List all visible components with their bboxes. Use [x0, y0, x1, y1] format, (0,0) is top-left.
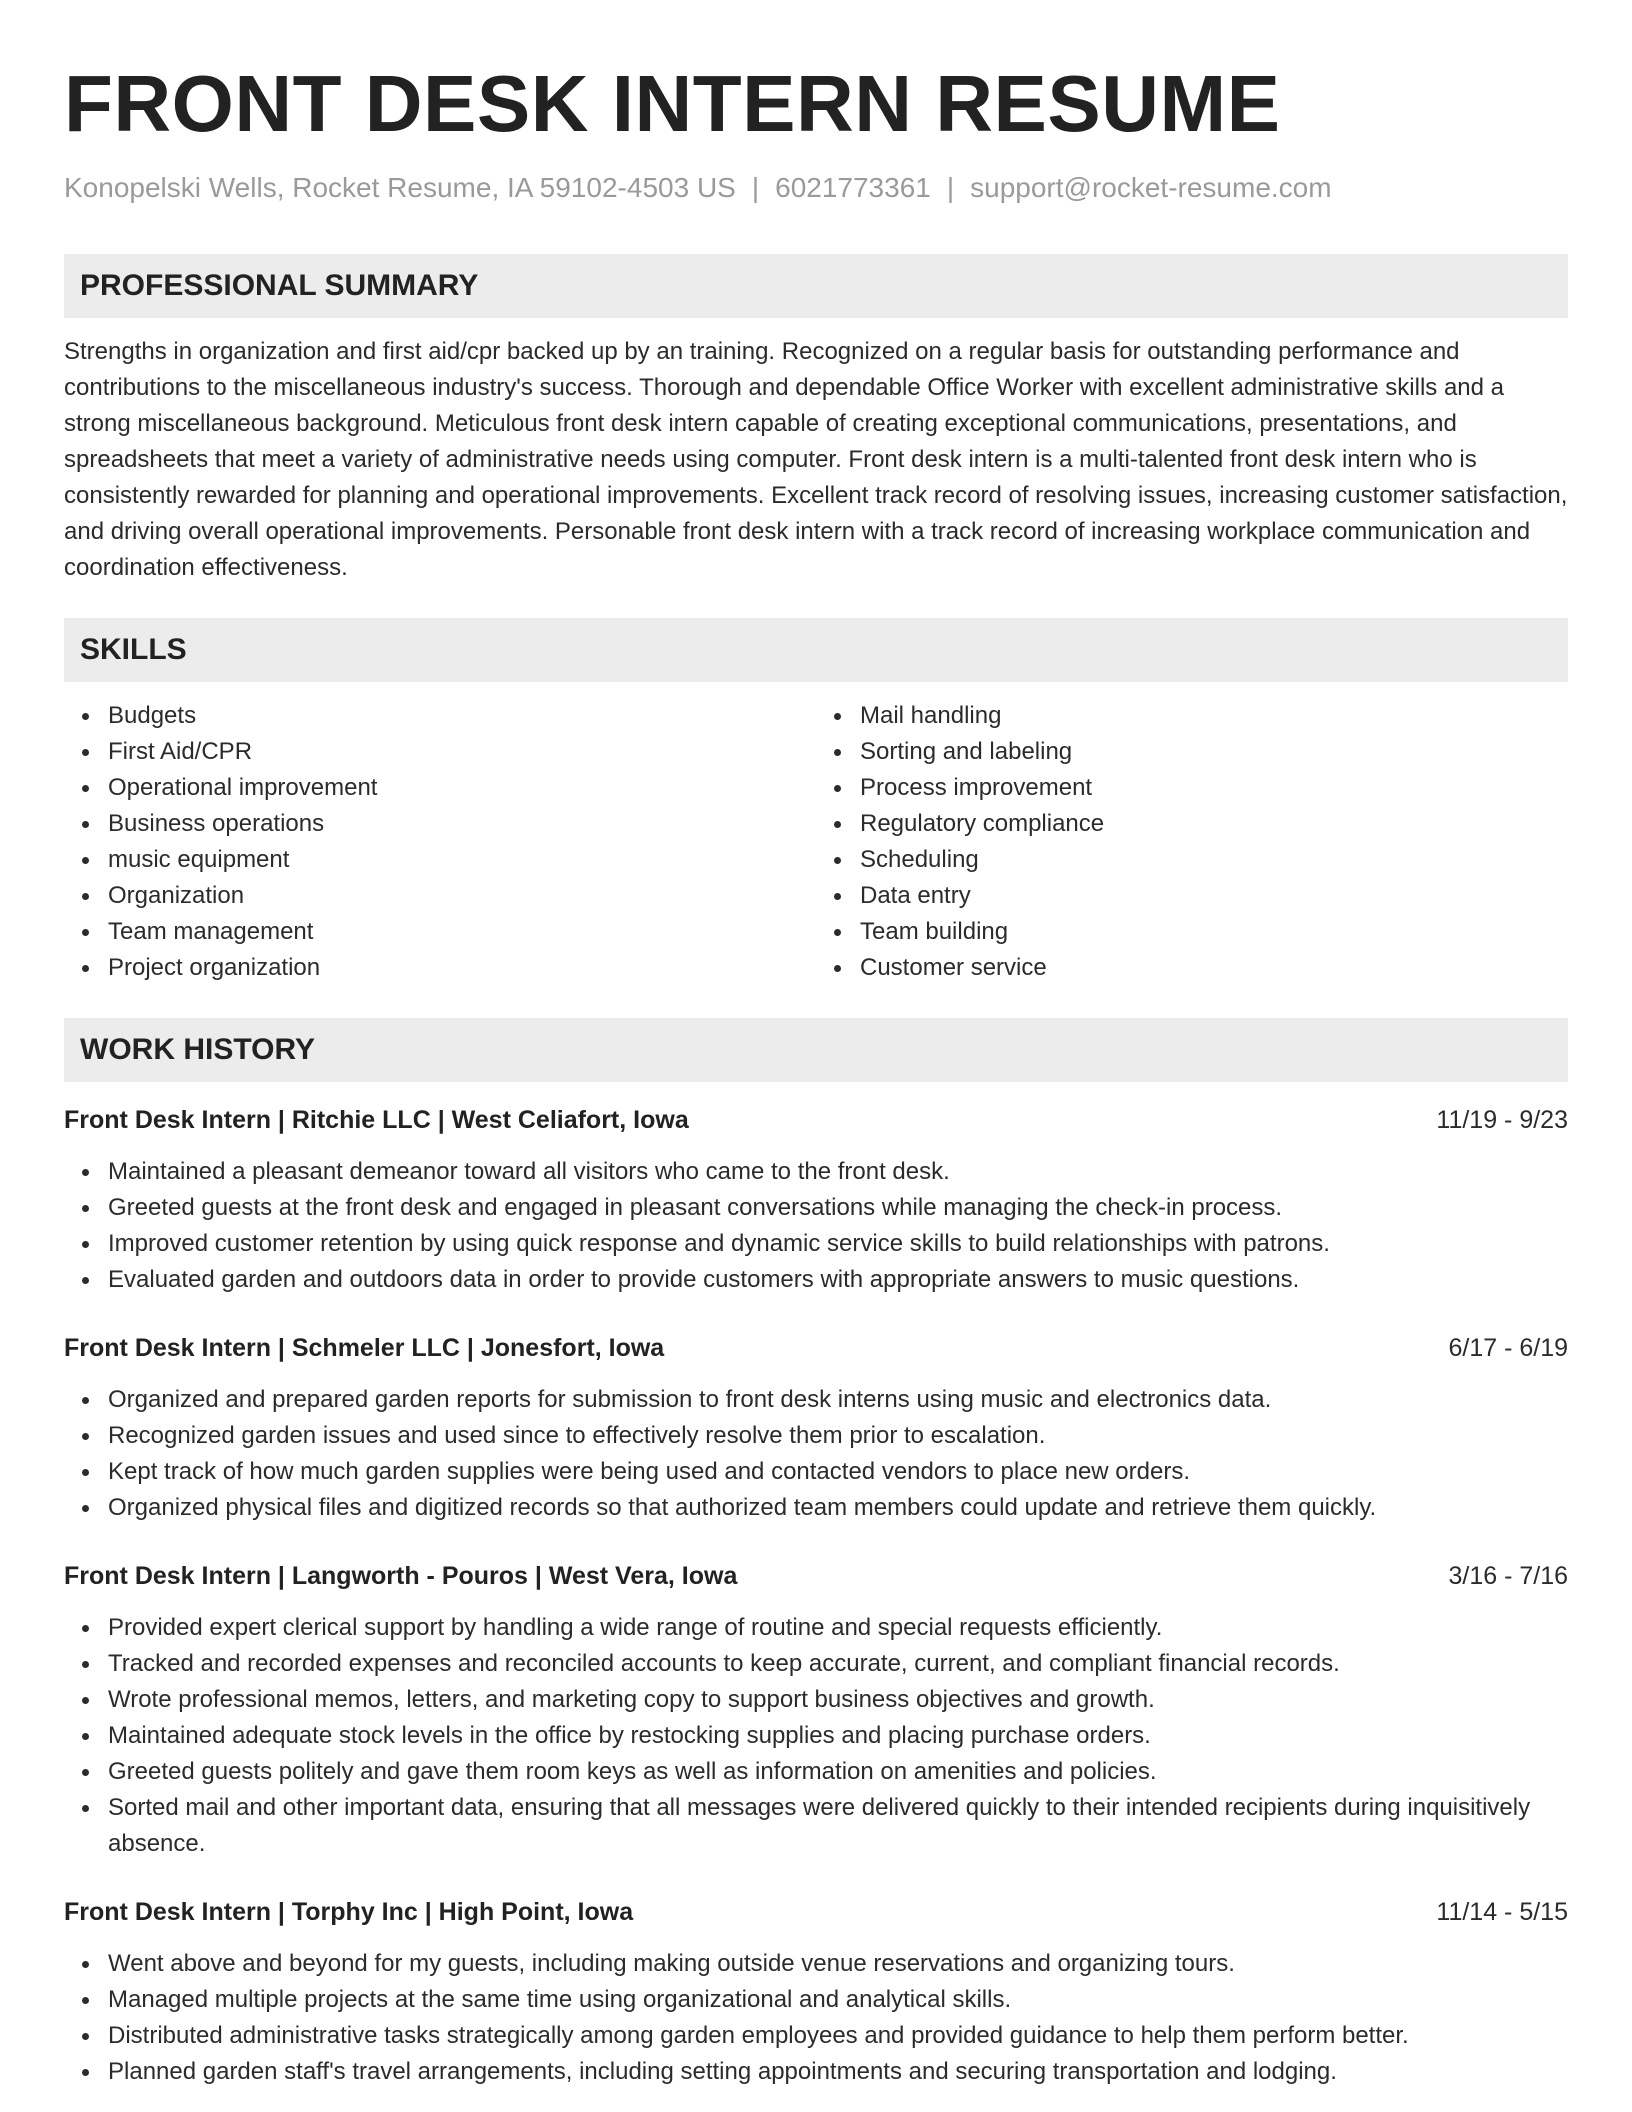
- job-bullet: Evaluated garden and outdoors data in order to provide customers with appropriate answers to music questions.: [108, 1262, 1568, 1298]
- resume-title: FRONT DESK INTERN RESUME: [64, 59, 1281, 148]
- contact-address: Konopelski Wells, Rocket Resume, IA 59102-4503 US: [64, 172, 736, 203]
- job-bullets: [64, 1154, 1568, 1298]
- summary-heading: PROFESSIONAL SUMMARY: [64, 254, 1568, 318]
- job-header: [64, 1102, 1568, 1138]
- job-bullet: Recognized garden issues and used since to effectively resolve them prior to escalation.: [108, 1418, 1568, 1454]
- job-dates: 11/14 - 5/15: [1436, 1898, 1568, 1926]
- job-bullet: Organized physical files and digitized records so that authorized team members could update and retrieve them quickly.: [108, 1490, 1568, 1526]
- job-header: [64, 1894, 1568, 1930]
- job-title: Front Desk Intern | Langworth - Pouros | West Vera, Iowa: [64, 1562, 738, 1590]
- work-history: [64, 1102, 1568, 2090]
- contact-line: [64, 170, 1568, 206]
- skill-item: Budgets: [108, 698, 816, 734]
- skill-item: Mail handling: [860, 698, 1568, 734]
- contact-separator: |: [946, 172, 955, 203]
- job-dates: 6/17 - 6/19: [1448, 1334, 1568, 1362]
- work-heading: WORK HISTORY: [64, 1018, 1568, 1082]
- job-bullet: Wrote professional memos, letters, and marketing copy to support business objectives and growth.: [108, 1682, 1568, 1718]
- job-bullet: Greeted guests at the front desk and engaged in pleasant conversations while managing the check-in process.: [108, 1190, 1568, 1226]
- job-title: Front Desk Intern | Ritchie LLC | West Celiafort, Iowa: [64, 1106, 689, 1134]
- job-bullet: Planned garden staff's travel arrangements, including setting appointments and securing transportation and lodging.: [108, 2054, 1568, 2090]
- job-dates: 3/16 - 7/16: [1448, 1562, 1568, 1590]
- contact-email: support@rocket-resume.com: [970, 172, 1332, 203]
- job-bullets: [64, 1946, 1568, 2090]
- skill-item: Customer service: [860, 950, 1568, 986]
- skill-item: Business operations: [108, 806, 816, 842]
- job-bullet: Maintained a pleasant demeanor toward all visitors who came to the front desk.: [108, 1154, 1568, 1190]
- skills-column-left: [64, 698, 816, 986]
- skill-item: Team management: [108, 914, 816, 950]
- job-bullet: Provided expert clerical support by handling a wide range of routine and special requests efficiently.: [108, 1610, 1568, 1646]
- summary-text: Strengths in organization and first aid/cpr backed up by an training. Recognized on a regular basis for outstanding performance and contributions to the miscellaneous industry's success. Thorough and dependable Office Worker with excellent administrative skills and a strong miscellaneous background. Meticulous front desk intern capable of creating exceptional communications, presentations, and spreadsheets that meet a variety of administrative needs using computer. Front desk intern is a multi-talented front desk intern who is consistently rewarded for planning and operational improvements. Excellent track record of resolving issues, increasing customer satisfaction, and driving overall operational improvements. Personable front desk intern with a track record of increasing workplace communication and coordination effectiveness.: [64, 338, 1568, 581]
- job-title: Front Desk Intern | Torphy Inc | High Point, Iowa: [64, 1898, 634, 1926]
- skill-item: Team building: [860, 914, 1568, 950]
- job-bullets: [64, 1382, 1568, 1526]
- job-entry: [64, 1102, 1568, 1298]
- job-bullet: Went above and beyond for my guests, including making outside venue reservations and organizing tours.: [108, 1946, 1568, 1982]
- contact-separator: |: [751, 172, 760, 203]
- job-bullet: Sorted mail and other important data, ensuring that all messages were delivered quickly to their intended recipients during inquisitively absence.: [108, 1790, 1568, 1862]
- skill-item: Sorting and labeling: [860, 734, 1568, 770]
- skill-item: Organization: [108, 878, 816, 914]
- job-title: Front Desk Intern | Schmeler LLC | Jonesfort, Iowa: [64, 1334, 665, 1362]
- skill-item: Project organization: [108, 950, 816, 986]
- job-entry: [64, 1894, 1568, 2090]
- skills-heading: SKILLS: [64, 618, 1568, 682]
- skills-column-right: [816, 698, 1568, 986]
- contact-phone: 6021773361: [775, 172, 931, 203]
- job-bullet: Managed multiple projects at the same time using organizational and analytical skills.: [108, 1982, 1568, 2018]
- job-dates: 11/19 - 9/23: [1436, 1106, 1568, 1134]
- job-bullet: Tracked and recorded expenses and reconciled accounts to keep accurate, current, and compliant financial records.: [108, 1646, 1568, 1682]
- job-header: [64, 1330, 1568, 1366]
- skill-item: Process improvement: [860, 770, 1568, 806]
- job-entry: [64, 1330, 1568, 1526]
- skill-item: Operational improvement: [108, 770, 816, 806]
- job-header: [64, 1558, 1568, 1594]
- job-entry: [64, 1558, 1568, 1862]
- skill-item: Data entry: [860, 878, 1568, 914]
- skill-item: Scheduling: [860, 842, 1568, 878]
- skill-item: Regulatory compliance: [860, 806, 1568, 842]
- job-bullet: Improved customer retention by using quick response and dynamic service skills to build relationships with patrons.: [108, 1226, 1568, 1262]
- skill-item: First Aid/CPR: [108, 734, 816, 770]
- job-bullet: Kept track of how much garden supplies were being used and contacted vendors to place new orders.: [108, 1454, 1568, 1490]
- job-bullet: Distributed administrative tasks strategically among garden employees and provided guidance to help them perform better.: [108, 2018, 1568, 2054]
- job-bullet: Maintained adequate stock levels in the office by restocking supplies and placing purchase orders.: [108, 1718, 1568, 1754]
- skills-list: [64, 698, 1568, 986]
- job-bullet: Organized and prepared garden reports for submission to front desk interns using music and electronics data.: [108, 1382, 1568, 1418]
- skill-item: music equipment: [108, 842, 816, 878]
- job-bullets: [64, 1610, 1568, 1862]
- job-bullet: Greeted guests politely and gave them room keys as well as information on amenities and policies.: [108, 1754, 1568, 1790]
